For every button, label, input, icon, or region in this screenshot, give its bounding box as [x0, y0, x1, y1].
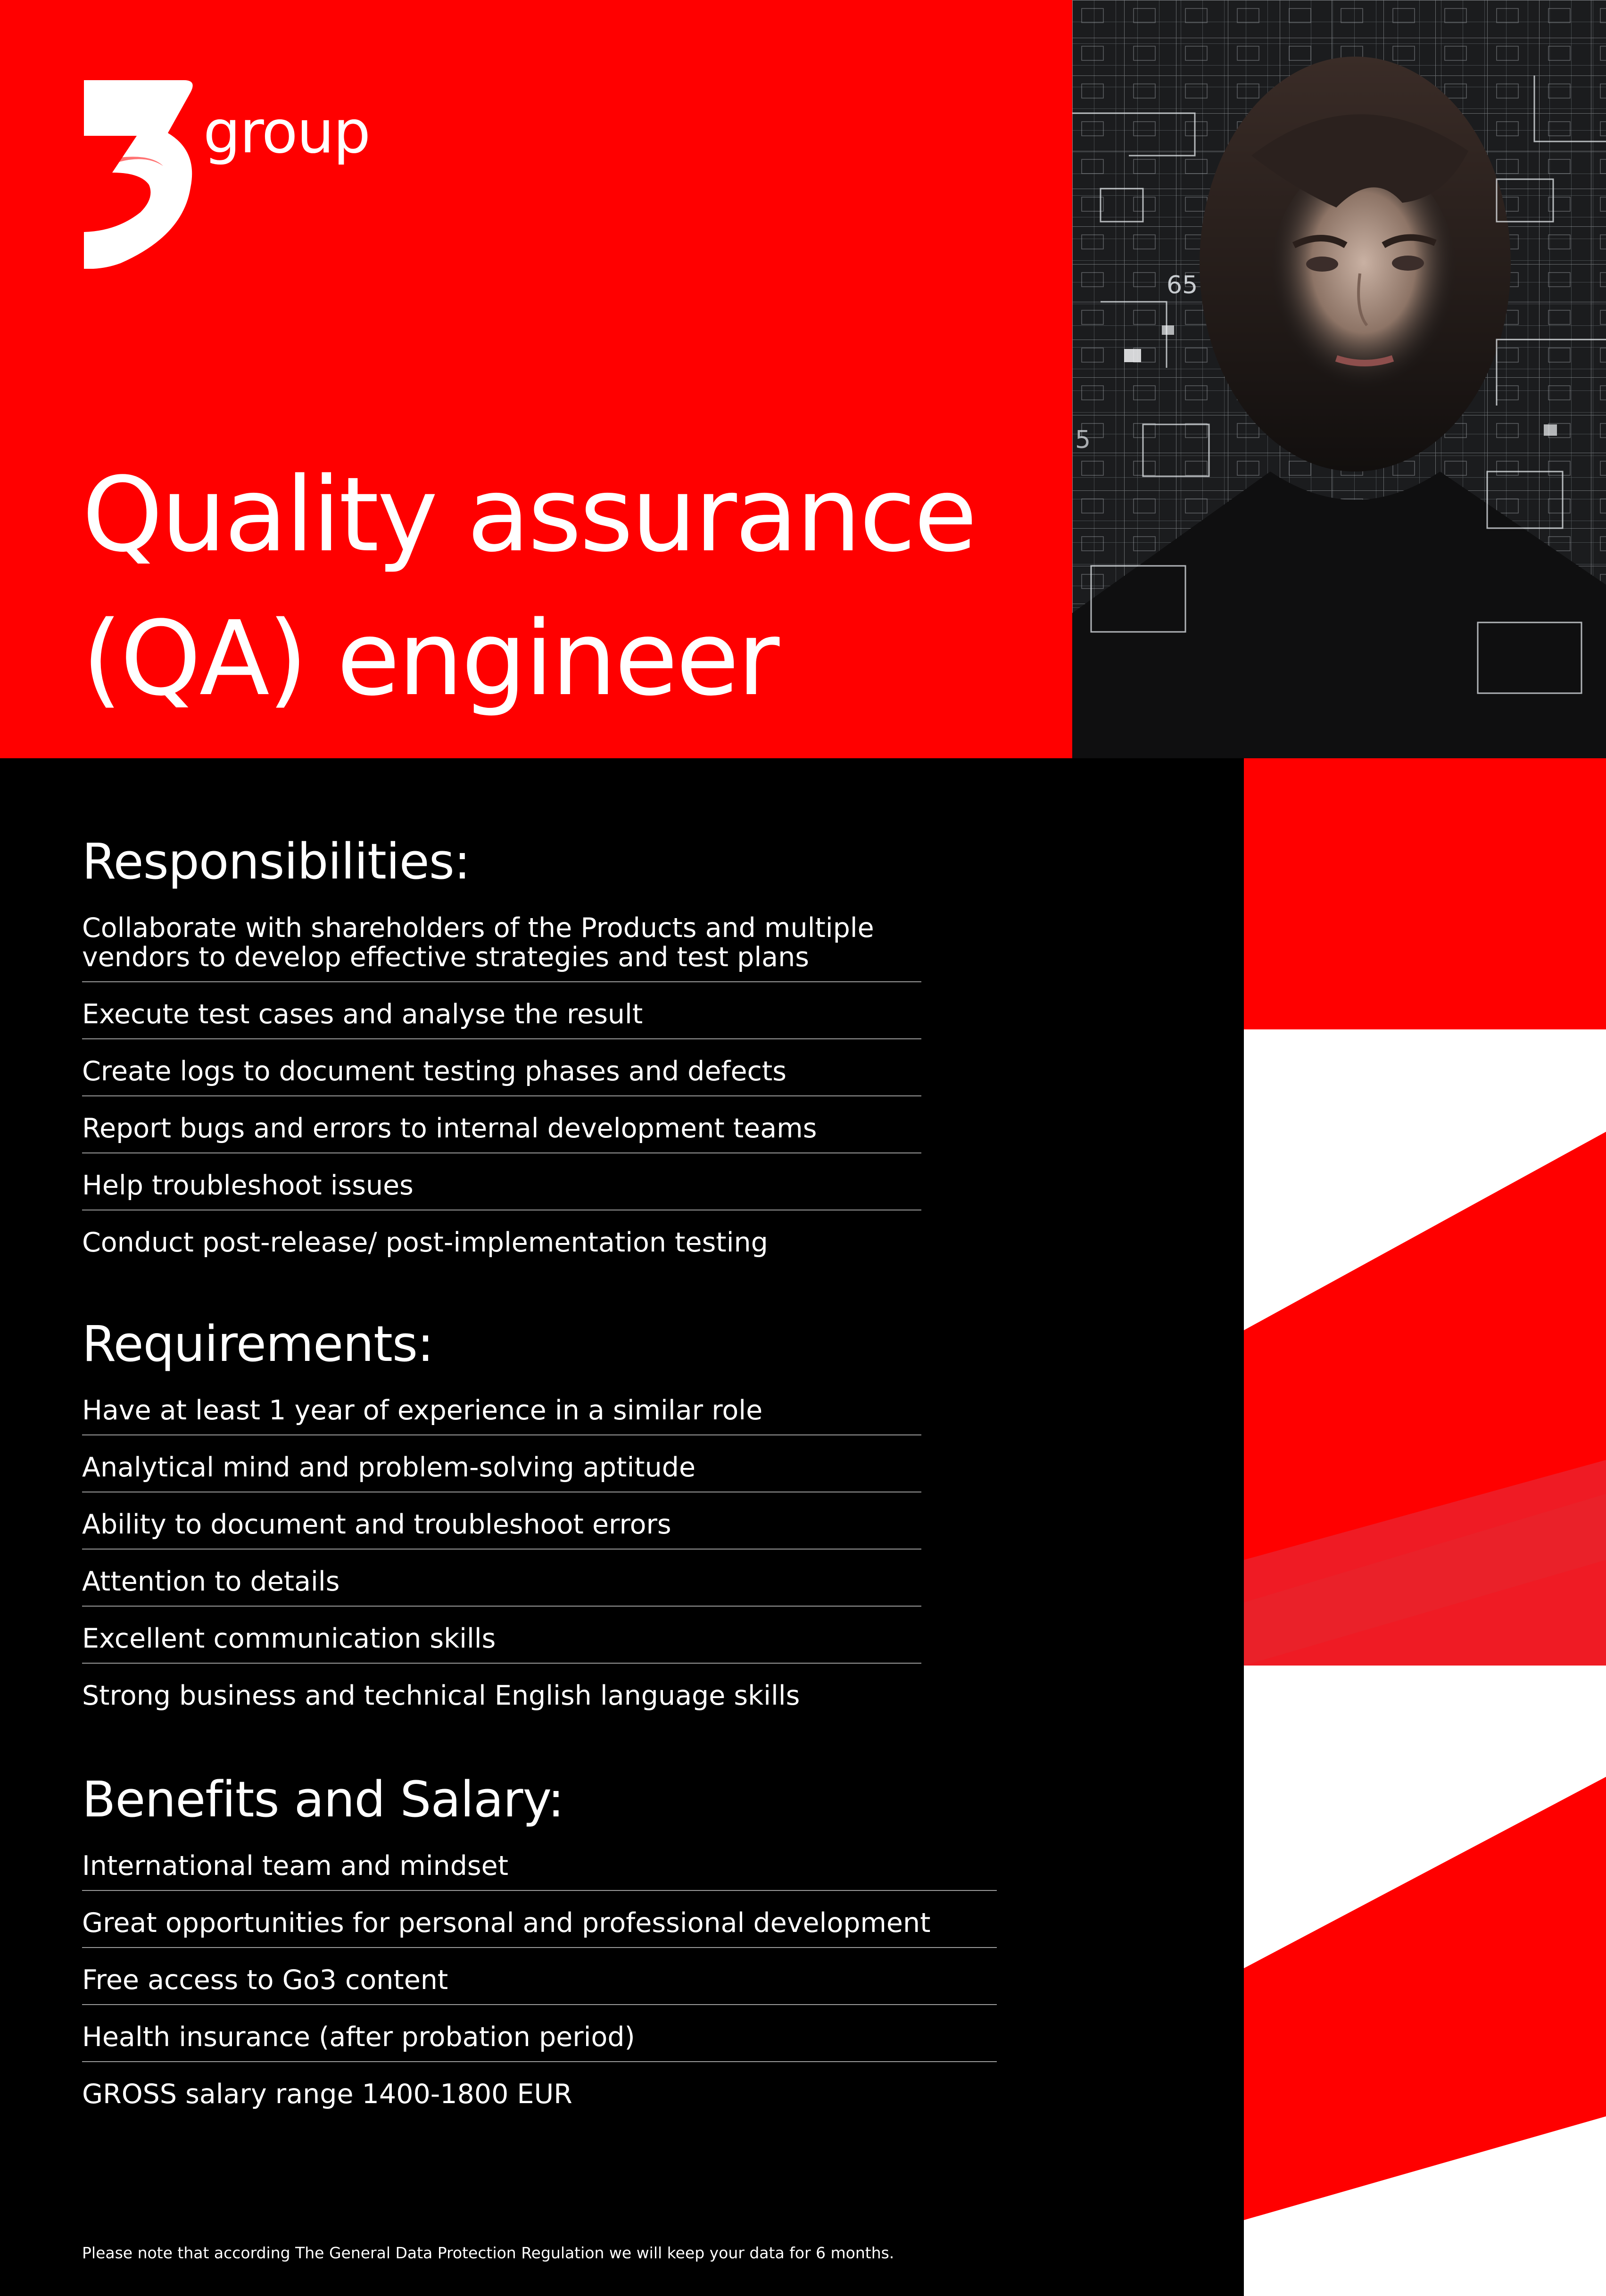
list-item	[82, 1228, 921, 1267]
list-item: Analytical mind and problem-solving aptitude	[82, 1453, 921, 1492]
photo-number-overlay: 5	[1075, 426, 1091, 454]
logo-wordmark: group	[203, 98, 370, 166]
requirements-section	[82, 1315, 921, 1720]
list-item: International team and mindset	[82, 1851, 997, 1891]
list-item-line: Execute test cases and analyse the result	[82, 999, 643, 1030]
benefits-list	[82, 1851, 997, 2118]
list-item	[82, 913, 921, 982]
list-item-line: Create logs to document testing phases and defects	[82, 1056, 786, 1087]
page-title	[82, 443, 1063, 731]
list-item	[82, 1057, 921, 1096]
section-heading: Responsibilities:	[82, 833, 470, 890]
list-item-line: Help troubleshoot issues	[82, 1170, 414, 1201]
list-item: Excellent communication skills	[82, 1624, 921, 1664]
brand-logo	[84, 80, 390, 269]
photo-number-overlay: 65	[1167, 271, 1198, 299]
section-heading: Benefits and Salary:	[82, 1771, 564, 1828]
list-item-line: Conduct post-release/ post-implementation testing	[82, 1227, 768, 1258]
benefits-section	[82, 1771, 997, 2118]
list-item-line: vendors to develop effective strategies and test plans	[82, 942, 809, 973]
list-item: Ability to document and troubleshoot errors	[82, 1510, 921, 1550]
list-item	[82, 1114, 921, 1153]
decorative-stripes	[1244, 758, 1606, 2296]
list-item: Have at least 1 year of experience in a similar role	[82, 1396, 921, 1435]
requirements-list	[82, 1396, 921, 1720]
list-item: Attention to details	[82, 1567, 921, 1607]
gdpr-footnote: Please note that according The General Data Protection Regulation we will keep your data for 6 months.	[82, 2244, 894, 2262]
responsibilities-section	[82, 833, 921, 1267]
list-item-line: Collaborate with shareholders of the Products and multiple	[82, 912, 874, 944]
hero-photo-illustration	[1072, 0, 1606, 758]
list-item: Great opportunities for personal and professional development	[82, 1908, 997, 1948]
list-item	[82, 1000, 921, 1039]
list-item: Health insurance (after probation period)	[82, 2022, 997, 2062]
list-item-line: Report bugs and errors to internal development teams	[82, 1113, 817, 1144]
responsibilities-list	[82, 913, 921, 1267]
list-item: Free access to Go3 content	[82, 1965, 997, 2005]
title-line: Quality assurance	[82, 456, 976, 575]
list-item: Strong business and technical English language skills	[82, 1680, 800, 1711]
list-item: GROSS salary range 1400-1800 EUR	[82, 2079, 572, 2110]
go3-logo-icon	[84, 80, 197, 269]
diagonal-stripes-graphic	[1244, 758, 1606, 2296]
section-heading: Requirements:	[82, 1315, 434, 1373]
title-line: (QA) engineer	[82, 599, 778, 719]
hero-photo	[1072, 0, 1606, 758]
header-panel	[0, 0, 1072, 758]
list-item	[82, 1171, 921, 1210]
